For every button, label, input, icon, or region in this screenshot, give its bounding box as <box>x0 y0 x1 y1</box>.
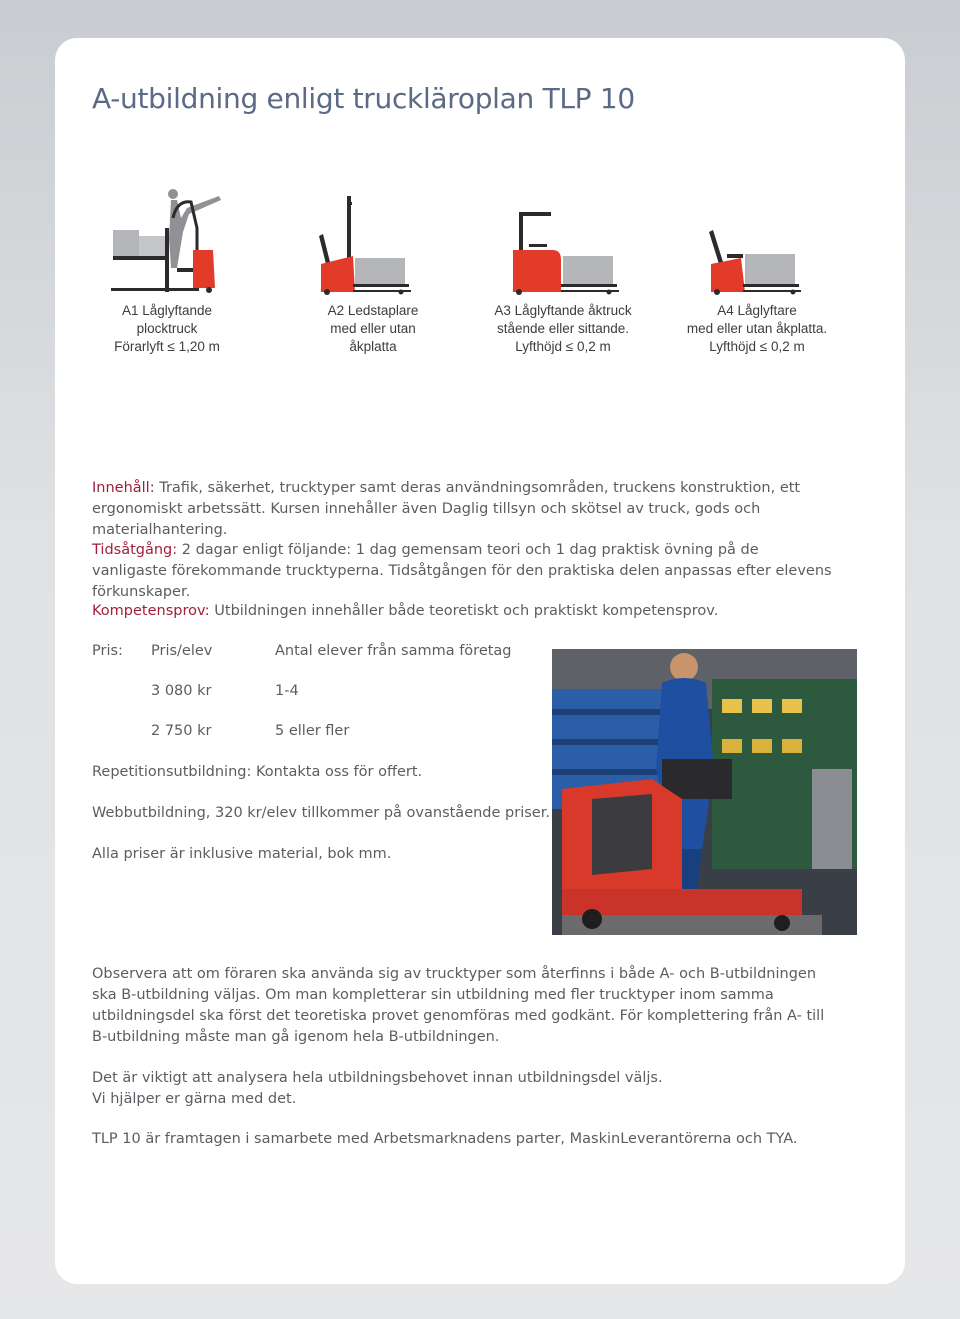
stacker-truck-icon <box>313 188 433 298</box>
duration-label: Tidsåtgång: <box>92 542 178 558</box>
price-row-1-price: 3 080 kr <box>151 683 212 699</box>
low-lift-truck-icon <box>697 188 817 298</box>
price-label: Pris: <box>92 643 123 659</box>
price-col1-header: Pris/elev <box>151 643 213 659</box>
duration-paragraph <box>92 540 832 603</box>
content-paragraph <box>92 478 832 541</box>
order-picker-truck-icon <box>107 188 227 298</box>
truck-a1 <box>77 188 257 356</box>
truck-a3 <box>473 188 653 356</box>
page-title: A-utbildning enligt truckläroplan TLP 10 <box>92 82 635 115</box>
truck-a2 <box>283 188 463 356</box>
content-label: Innehåll: <box>92 480 155 496</box>
price-row-2-count: 5 eller fler <box>275 723 350 739</box>
competence-paragraph <box>92 601 832 622</box>
truck-a1-caption: A1 Låglyftande plocktruck Förarlyft ≤ 1,20 m <box>114 303 220 354</box>
truck-a3-caption: A3 Låglyftande åktruck stående eller sittande. Lyfthöjd ≤ 0,2 m <box>494 303 632 354</box>
duration-text: 2 dagar enligt följande: 1 dag gemensam teori och 1 dag praktisk övning på de vanligaste förekommande trucktyperna. Tidsåtgången för den praktiska delen anpassas efter elevens förkunskaper. <box>92 542 832 600</box>
competence-label: Kompetensprov: <box>92 603 210 619</box>
warehouse-photo <box>552 649 857 935</box>
price-row-2-price: 2 750 kr <box>151 723 212 739</box>
truck-a4-caption: A4 Låglyftare med eller utan åkplatta. Lyfthöjd ≤ 0,2 m <box>686 303 828 354</box>
content-text: Trafik, säkerhet, trucktyper samt deras användningsområden, truckens konstruktion, ett ergonomiskt arbetssätt. Kursen innehåller även Daglig tillsyn och skötsel av truck, gods och materialhantering. <box>92 480 801 538</box>
truck-a4 <box>667 188 847 356</box>
competence-text: Utbildningen innehåller både teoretiskt och praktiskt kompetensprov. <box>214 603 719 619</box>
truck-a2-caption: A2 Ledstaplare med eller utan åkplatta <box>327 303 419 354</box>
price-col2-header: Antal elever från samma företag <box>275 643 512 659</box>
price-row-1-count: 1-4 <box>275 683 299 699</box>
web-training-text: Webbutbildning, 320 kr/elev tillkommer på ovanstående priser. <box>92 805 550 821</box>
document-card <box>55 38 905 1284</box>
repetition-text: Repetitionsutbildning: Kontakta oss för offert. <box>92 764 423 780</box>
note-paragraph-2: Det är viktigt att analysera hela utbildningsbehovet innan utbildningsdel väljs. Vi hjälper er gärna med det. <box>92 1070 663 1107</box>
note-paragraph-3: TLP 10 är framtagen i samarbete med Arbetsmarknadens parter, MaskinLeverantörerna och TYA. <box>92 1131 798 1147</box>
inclusive-text: Alla priser är inklusive material, bok mm. <box>92 846 392 862</box>
low-lift-ride-truck-icon <box>503 188 623 298</box>
note-paragraph-1: Observera att om föraren ska använda sig av trucktyper som återfinns i både A- och B-utbildningen ska B-utbildning väljas. Om man kompletterar sin utbildning med fler trucktyper inom samma utbildningsdel ska först det teoretiska provet genomföras med godkänt. För komplettering från A- till B-utbildning måste man gå igenom hela B-utbildningen. <box>92 966 825 1045</box>
forklift-operator-image <box>552 649 857 935</box>
